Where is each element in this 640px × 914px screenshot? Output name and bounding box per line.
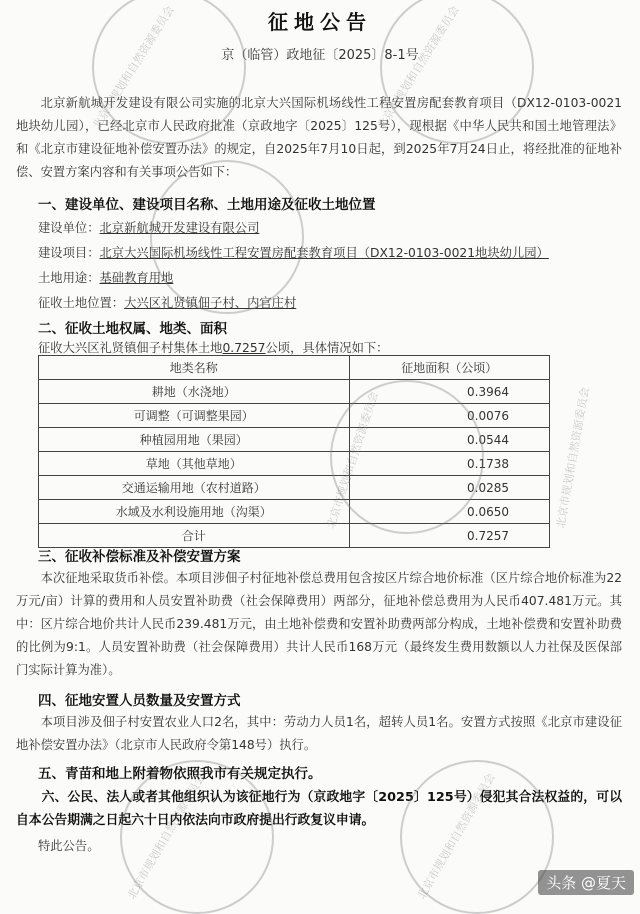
project-label: 建设项目： bbox=[38, 246, 100, 260]
section2-text-prefix: 征收大兴区礼贤镇佃子村集体土地 bbox=[38, 341, 223, 355]
land-type-cell: 可调整（可调整果园） bbox=[39, 404, 350, 428]
table-row bbox=[39, 500, 550, 524]
builder-label: 建设单位： bbox=[38, 221, 100, 235]
land-area-table bbox=[38, 355, 550, 548]
project-value: 北京大兴国际机场线性工程安置房配套教育项目（DX12-0103-0021地块幼儿园） bbox=[99, 246, 549, 260]
land-type-cell: 种植园用地（果园） bbox=[39, 428, 350, 452]
project-line bbox=[38, 243, 549, 261]
seal-text: 北京市规划和自然资源委员会 bbox=[124, 771, 208, 902]
land-use-value: 基础教育用地 bbox=[99, 271, 174, 285]
land-type-cell: 水域及水利设施用地（沟渠） bbox=[39, 500, 350, 524]
seal-text: 北京市规划和自然资源委员会 bbox=[554, 386, 592, 530]
seal-text: 北京市规划和自然资源委员会 bbox=[324, 390, 381, 531]
land-type-cell: 耕地（水浇地） bbox=[39, 380, 350, 404]
area-cell: 0.3964 bbox=[349, 380, 549, 404]
builder-value: 北京新航城开发建设有限公司 bbox=[99, 221, 260, 235]
seal-stamp bbox=[400, 760, 554, 914]
land-type-cell: 草地（其他草地） bbox=[39, 452, 350, 476]
table-row bbox=[39, 428, 550, 452]
col-land-type: 地类名称 bbox=[39, 356, 350, 380]
total-area: 0.7257 bbox=[222, 341, 266, 355]
location-line bbox=[38, 293, 296, 311]
builder-line bbox=[38, 218, 259, 236]
seal-stamp bbox=[120, 760, 274, 914]
table-row bbox=[39, 404, 550, 428]
section2-text bbox=[38, 338, 388, 356]
land-use-line bbox=[38, 268, 173, 286]
table-row bbox=[39, 380, 550, 404]
section3-heading: 三、征收补偿标准及补偿安置方案 bbox=[38, 549, 241, 565]
document-number: 京（临管）政地征〔2025〕8-1号 bbox=[221, 48, 419, 63]
notice-title: 征地公告 bbox=[268, 10, 372, 34]
seal-text: 北京市规划和自然资源委员会 bbox=[89, 3, 177, 132]
section2-text-suffix: 公顷，具体情况如下： bbox=[265, 341, 389, 355]
seal-text: 北京市规划和自然资源委员会 bbox=[374, 3, 462, 132]
table-total-row bbox=[39, 524, 550, 548]
seal-text: 北京市规划和自然资源委员会 bbox=[414, 771, 498, 902]
area-cell: 0.1738 bbox=[349, 452, 549, 476]
location-value: 大兴区礼贤镇佃子村、内官庄村 bbox=[124, 296, 297, 310]
section2-heading: 二、征收土地权属、地类、面积 bbox=[38, 321, 227, 337]
area-cell: 0.0076 bbox=[349, 404, 549, 428]
land-type-cell: 交通运输用地（农村道路） bbox=[39, 476, 350, 500]
section5-heading: 五、青苗和地上附着物依照我市有关规定执行。 bbox=[38, 766, 322, 782]
section4-text: 本项目涉及佃子村安置农业人口2名，其中：劳动力人员1名，超转人员1名。安置方式按照《北京市建设征地补偿安置办法》（北京市人民政府令第148号）执行。 bbox=[16, 715, 622, 752]
location-label: 征收土地位置： bbox=[38, 296, 125, 310]
section4-heading: 四、征地安置人员数量及安置方式 bbox=[38, 693, 241, 709]
intro-paragraph: 北京新航城开发建设有限公司实施的北京大兴国际机场线性工程安置房配套教育项目（DX12-0103-0021地块幼儿园），已经北京市人民政府批准（京政地字〔2025〕125号），现根据《中华人民共和国土地管理法》和《北京市建设征地补偿安置办法》的规定，自2025年7月10日起，到2025年7月24日止，将经批准的征地补偿、安置方案内容和有关事项公告如下： bbox=[16, 96, 622, 179]
col-area: 征地面积（公顷） bbox=[349, 356, 549, 380]
area-cell: 0.0544 bbox=[349, 428, 549, 452]
platform-watermark: 头条 @夏天 bbox=[538, 870, 634, 895]
table-row bbox=[39, 476, 550, 500]
area-cell: 0.0285 bbox=[349, 476, 549, 500]
area-cell: 0.7257 bbox=[349, 524, 549, 548]
land-use-label: 土地用途： bbox=[38, 271, 100, 285]
table-row bbox=[39, 452, 550, 476]
closing-text: 特此公告。 bbox=[38, 839, 100, 853]
land-type-cell: 合计 bbox=[39, 524, 350, 548]
section1-heading: 一、建设单位、建设项目名称、土地用途及征收土地位置 bbox=[38, 197, 376, 213]
table-header-row bbox=[39, 356, 550, 380]
area-cell: 0.0650 bbox=[349, 500, 549, 524]
section6-text: 六、公民、法人或者其他组织认为该征地行为（京政地字〔2025〕125号）侵犯其合法权益的，可以自本公告期满之日起六十日内依法向市政府提出行政复议申请。 bbox=[16, 790, 622, 828]
section3-text: 本次征地采取货币补偿。本项目涉佃子村征地补偿总费用包含按区片综合地价标准（区片综合地价标准为22万元/亩）计算的费用和人员安置补助费（社会保障费用）两部分，征地补偿总费用为人民币407.481万元。其中：区片综合地价共计人民币239.481万元，由土地补偿费和安置补助费两部分构成，土地补偿费和安置补助费的比例为9:1。人员安置补助费（社会保障费用）共计人民币168万元（最终发生费用数额以人力社保及医保部门实际计算为准）。 bbox=[16, 571, 622, 677]
